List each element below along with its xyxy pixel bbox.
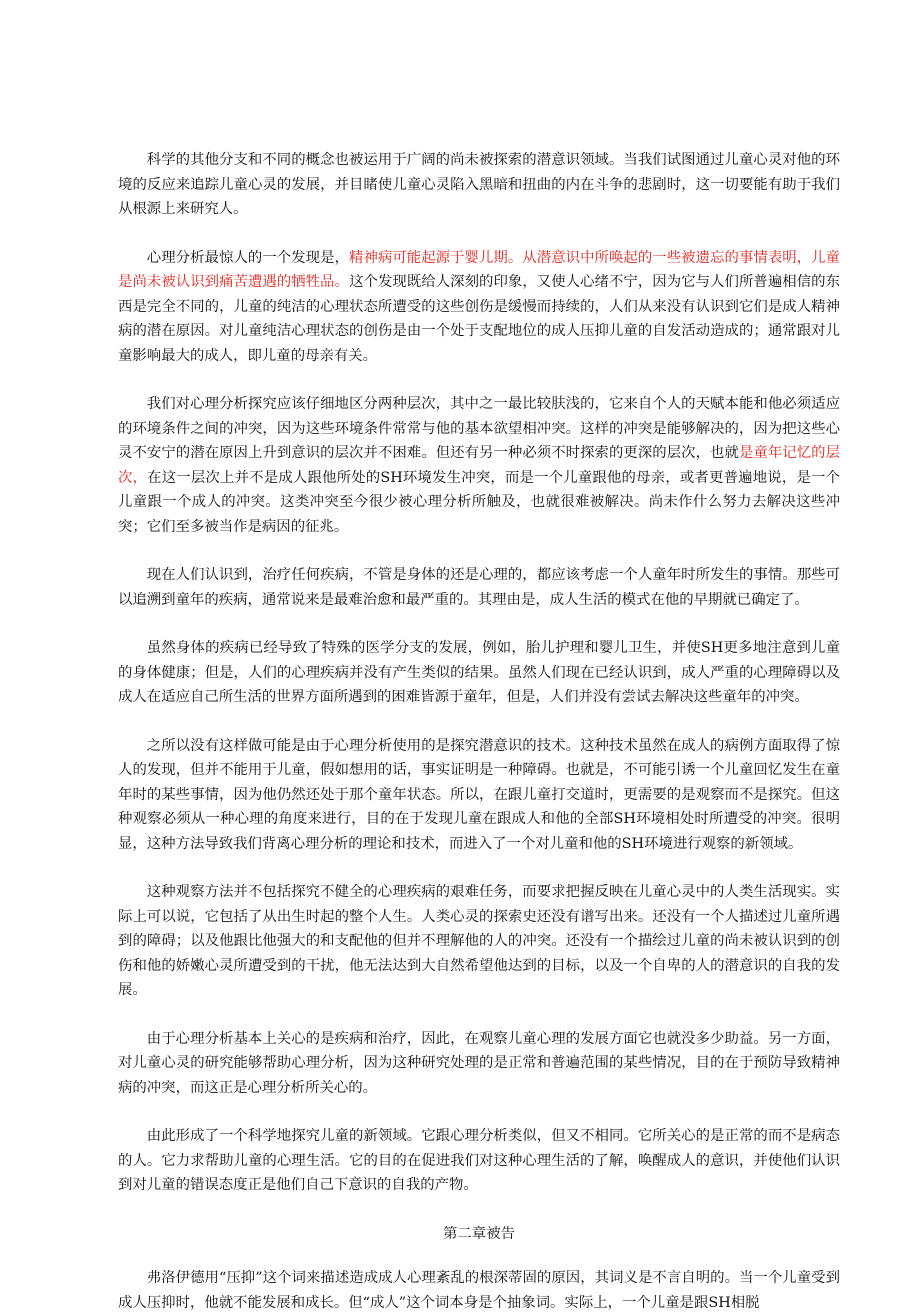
paragraph-8	[118, 1027, 840, 1101]
paragraph-text: 在这一层次上并不是成人跟他所处的SH环境发生冲突，而是一个儿童跟他的母亲，或者更普遍地说，是一个儿童跟一个成人的冲突。这类冲突至今很少被心理分析所触及，也就很难被解决。尚未作什么努力去解决这些冲突；它们至多被当作是病因的征兆。	[118, 469, 840, 535]
paragraph-text: 由于心理分析基本上关心的是疾病和治疗，因此，在观察儿童心理的发展方面它也就没多少助益。另一方面，对儿童心灵的研究能够帮助心理分析，因为这种研究处理的是正常和普遍范围的某些情况，目的在于预防导致精神病的冲突，而这正是心理分析所关心的。	[118, 1030, 840, 1096]
paragraph-2	[118, 246, 840, 369]
paragraph-7	[118, 880, 840, 1003]
paragraph-3	[118, 392, 840, 539]
paragraph-text: 现在人们认识到，治疗任何疾病，不管是身体的还是心理的，都应该考虑一个人童年时所发生的事情。那些可以追溯到童年的疾病，通常说来是最难治愈和最严重的。其理由是，成人生活的模式在他的早期就已确定了。	[118, 567, 840, 608]
paragraph-1	[118, 148, 840, 222]
paragraph-text: 科学的其他分支和不同的概念也被运用于广阔的尚未被探索的潜意识领域。当我们试图通过儿童心灵对他的环境的反应来追踪儿童心灵的发展，并目睹使儿童心灵陷入黑暗和扭曲的内在斗争的悲剧时，这一切要能有助于我们从根源上来研究人。	[118, 152, 840, 217]
highlighted-text: 是童年记忆的层次，	[118, 445, 840, 486]
paragraph-text: 之所以没有这样做可能是由于心理分析使用的是探究潜意识的技术。这种技术虽然在成人的病例方面取得了惊人的发现，但并不能用于儿童，假如想用的话，事实证明是一种障碍。也就是，不可能引诱一个儿童回忆发生在童年时的某些事情，因为他仍然还处于那个童年状态。所以，在跟儿童打交道时，更需要的是观察而不是探究。但这种观察必须从一种心理的角度来进行，目的在于发现儿童在跟成人和他的全部SH环境相处时所遭受的冲突。很明显，这种方法导致我们背离心理分析的理论和技术，而进入了一个对儿童和他的SH环境进行观察的新领域。	[118, 737, 840, 852]
paragraph-9	[118, 1124, 840, 1198]
paragraph-text: 这个发现既给人深刻的印象，又使人心绪不宁，因为它与人们所普遍相信的东西是完全不同的，儿童的纯洁的心理状态所遭受的这些创伤是缓慢而持续的，人们从来没有认识到它们是成人精神病的潜在原因。对儿童纯洁心理状态的创伤是由一个处于支配地位的成人压抑儿童的自发活动造成的；通常跟对儿童影响最大的成人，即儿童的母亲有关。	[118, 274, 840, 364]
paragraph-4	[118, 563, 840, 612]
paragraph-5	[118, 636, 840, 710]
highlighted-text: 精神病可能起源于婴儿期。从潜意识中所唤起的一些被遗忘的事情表明，儿童是尚未被认识到痛苦遭遇的牺牲品。	[118, 249, 840, 290]
paragraph-text: 由此形成了一个科学地探究儿童的新领域。它跟心理分析类似，但又不相同。它所关心的是正常的而不是病态的人。它力求帮助儿童的心理生活。它的目的在促进我们对这种心理生活的了解，唤醒成人的意识，并使他们认识到对儿童的错误态度正是他们自己下意识的自我的产物。	[118, 1128, 840, 1193]
paragraph-6	[118, 734, 840, 857]
paragraph-text: 我们对心理分析探究应该仔细地区分两种层次，其中之一最比较肤浅的，它来自个人的天赋本能和他必须适应的环境条件之间的冲突，因为这些环境条件常常与他的基本欲望相冲突。这样的冲突是能够解决的，因为把这些心灵不安宁的潜在原因上升到意识的层次并不困难。但还有另一种必须不时探索的更深的层次，也就	[118, 396, 840, 461]
closing-paragraph	[118, 1266, 840, 1315]
chapter-heading: 第二章被告	[443, 1225, 515, 1242]
paragraph-text: 虽然身体的疾病已经导致了特殊的医学分支的发展，例如，胎儿护理和婴儿卫生，并使SH更多地注意到儿童的身体健康；但是，人们的心理疾病并没有产生类似的结果。虽然人们现在已经认识到，成人严重的心理障碍以及成人在适应自己所生活的世界方面所遇到的困难皆源于童年，但是，人们并没有尝试去解决这些童年的冲突。	[118, 640, 840, 705]
paragraph-text: 心理分析最惊人的一个发现是，	[146, 249, 349, 266]
document-body	[118, 148, 840, 1315]
paragraph-text: 这种观察方法并不包括探究不健全的心理疾病的艰难任务，而要求把握反映在儿童心灵中的人类生活现实。实际上可以说，它包括了从出生时起的整个人生。人类心灵的探索史还没有谱写出来。还没有一个人描述过儿童所遇到的障碍；以及他跟比他强大的和支配他的但并不理解他的人的冲突。还没有一个描绘过儿童的尚未被认识到的创伤和他的娇嫩心灵所遭受到的干扰，他无法达到大自然希望他达到的目标，以及一个自卑的人的潜意识的自我的发展。	[118, 884, 840, 998]
paragraph-text: 弗洛伊德用“压抑”这个词来描述造成成人心理紊乱的根深蒂固的原因，其词义是不言自明的。当一个儿童受到成人压抑时，他就不能发展和成长。但“成人”这个词本身是个抽象词。实际上，一个儿童是跟SH相脱	[118, 1270, 840, 1311]
